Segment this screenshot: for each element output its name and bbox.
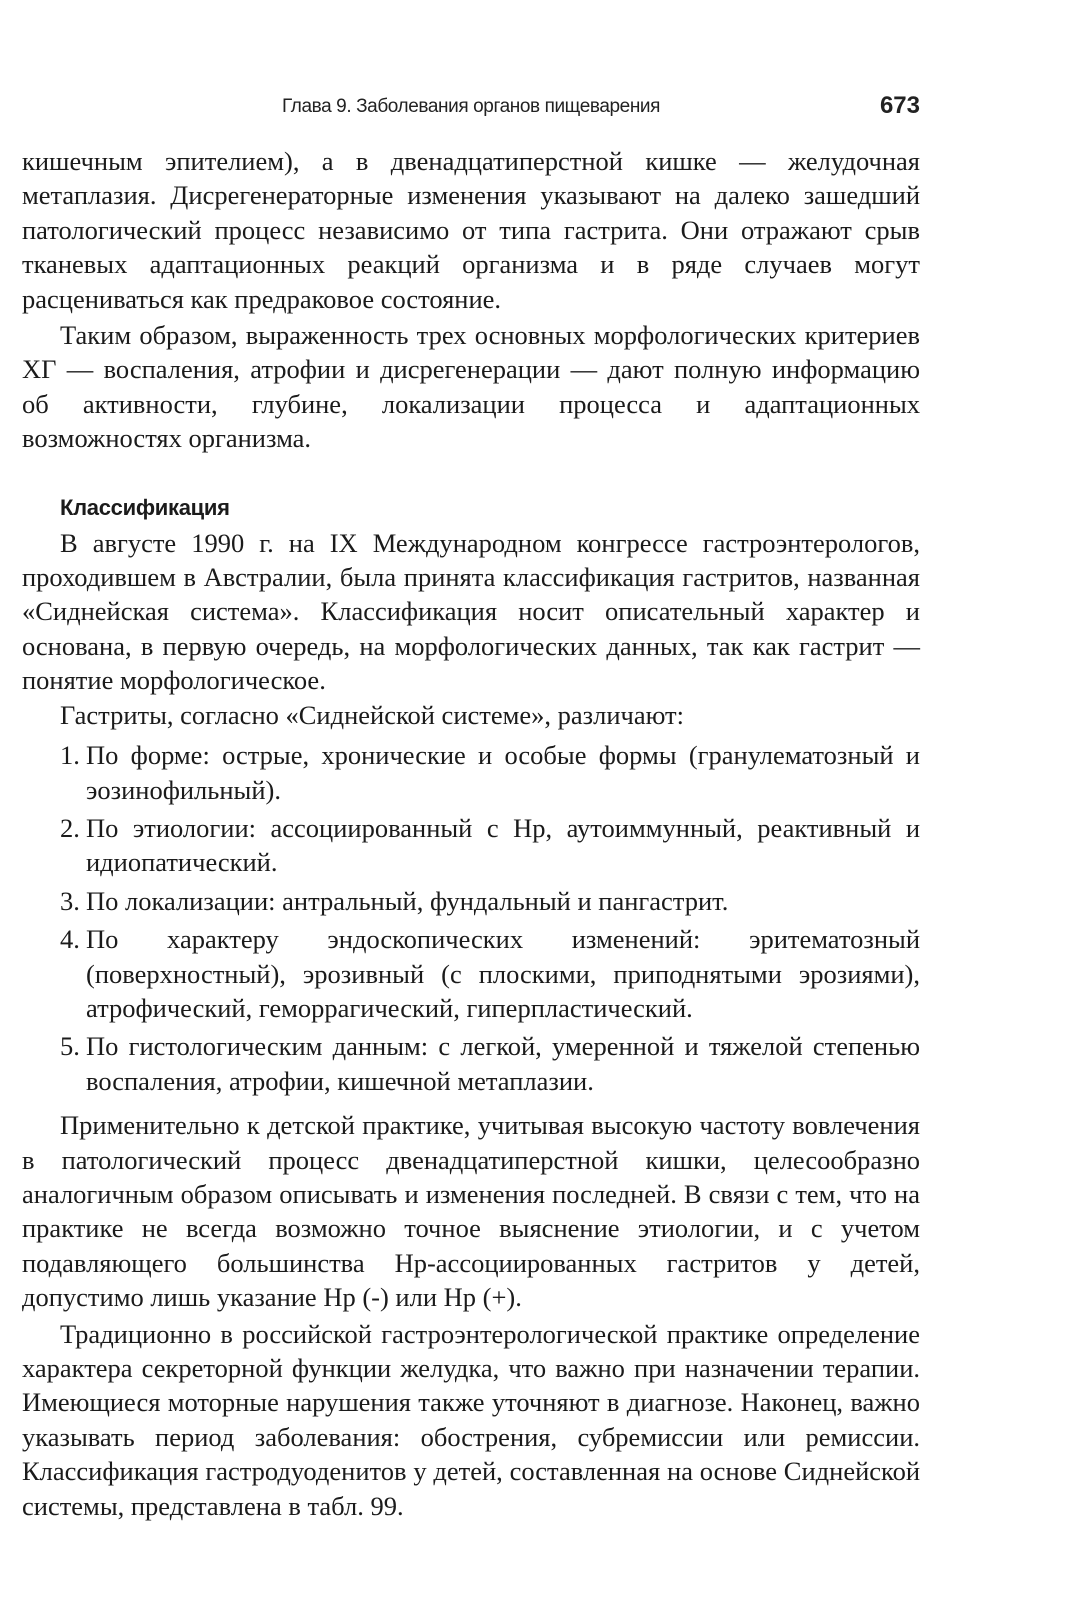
list-item-number: 5. bbox=[60, 1031, 80, 1062]
section-heading: Классификация bbox=[60, 494, 230, 520]
paragraph-6: Традиционно в российской гастроэнтерологической практике определение характера секреторной функции желудка, что важно при назначении терапии. Имеющиеся моторные нарушения также уточняют в диагнозе. Наконец, важно указывать период заболевания: обострения, субремиссии или ремиссии. Классификация гастродуоденитов у детей, составленная на основе Сиднейской системы, представлена в табл. 99. bbox=[22, 1318, 920, 1521]
list-item-text: По этиологии: ассоциированный с Нр, аутоиммунный, реактивный и идиопатический. bbox=[86, 812, 920, 878]
chapter-title: Глава 9. Заболевания органов пищеварения bbox=[281, 96, 661, 117]
list-item bbox=[22, 922, 920, 1025]
list-item-number: 2. bbox=[60, 812, 80, 843]
list-item bbox=[22, 811, 920, 880]
list-item bbox=[22, 1029, 920, 1098]
list-item-text: По характеру эндоскопических изменений: эритематозный (поверхностный), эрозивный (с плоскими, приподнятыми эрозиями), атрофический, геморрагический, гиперпластический. bbox=[86, 924, 920, 1023]
list-item-text: По форме: острые, хронические и особые формы (гранулематозный и эозинофильный). bbox=[86, 740, 920, 805]
page-body bbox=[22, 144, 920, 1523]
classification-list bbox=[22, 738, 920, 1098]
list-item-number: 1. bbox=[60, 740, 80, 771]
paragraph-4: Гастриты, согласно «Сиднейской системе», различают: bbox=[60, 699, 685, 730]
paragraph-1: кишечным эпителием), а в двенадцатиперстной кишке — желудочная метаплазия. Дисрегенераторные изменения указывают на далеко зашедший патологический процесс независимо от типа гастрита. Они отражают срыв тканевых адаптационных реакций организма и в ряде случаев могут расцениваться как предраковое состояние. bbox=[22, 146, 920, 314]
list-item-number: 3. bbox=[60, 885, 80, 916]
list-item-text: По локализации: антральный, фундальный и пангастрит. bbox=[86, 885, 729, 916]
running-header bbox=[22, 92, 920, 128]
list-item bbox=[22, 738, 920, 807]
list-item-number: 4. bbox=[60, 924, 80, 955]
paragraph-2: Таким образом, выраженность трех основных морфологических критериев ХГ — воспаления, атрофии и дисрегенерации — дают полную информацию об активности, глубине, локализации процесса и адаптационных возможностях организма. bbox=[22, 320, 920, 454]
paragraph-3: В августе 1990 г. на IX Международном конгрессе гастроэнтерологов, проходившем в Австралии, была принята классификация гастритов, названная «Сиднейская система». Классификация носит описательный характер и основана, в первую очередь, на морфологических данных, так как гастрит — понятие морфологическое. bbox=[22, 527, 920, 696]
list-item bbox=[22, 884, 920, 918]
paragraph-5: Применительно к детской практике, учитывая высокую частоту вовлечения в патологический процесс двенадцатиперстной кишки, целесообразно аналогичным образом описывать и изменения последней. В связи с тем, что на практике не всегда возможно точное выяснение этиологии, и с учетом подавляющего большинства Нр-ассоциированных гастритов у детей, допустимо лишь указание Нр (-) или Нр (+). bbox=[22, 1110, 920, 1313]
list-item-text: По гистологическим данным: с легкой, умеренной и тяжелой степенью воспаления, атрофии, кишечной метаплазии. bbox=[86, 1031, 920, 1096]
page-number: 673 bbox=[879, 92, 920, 119]
